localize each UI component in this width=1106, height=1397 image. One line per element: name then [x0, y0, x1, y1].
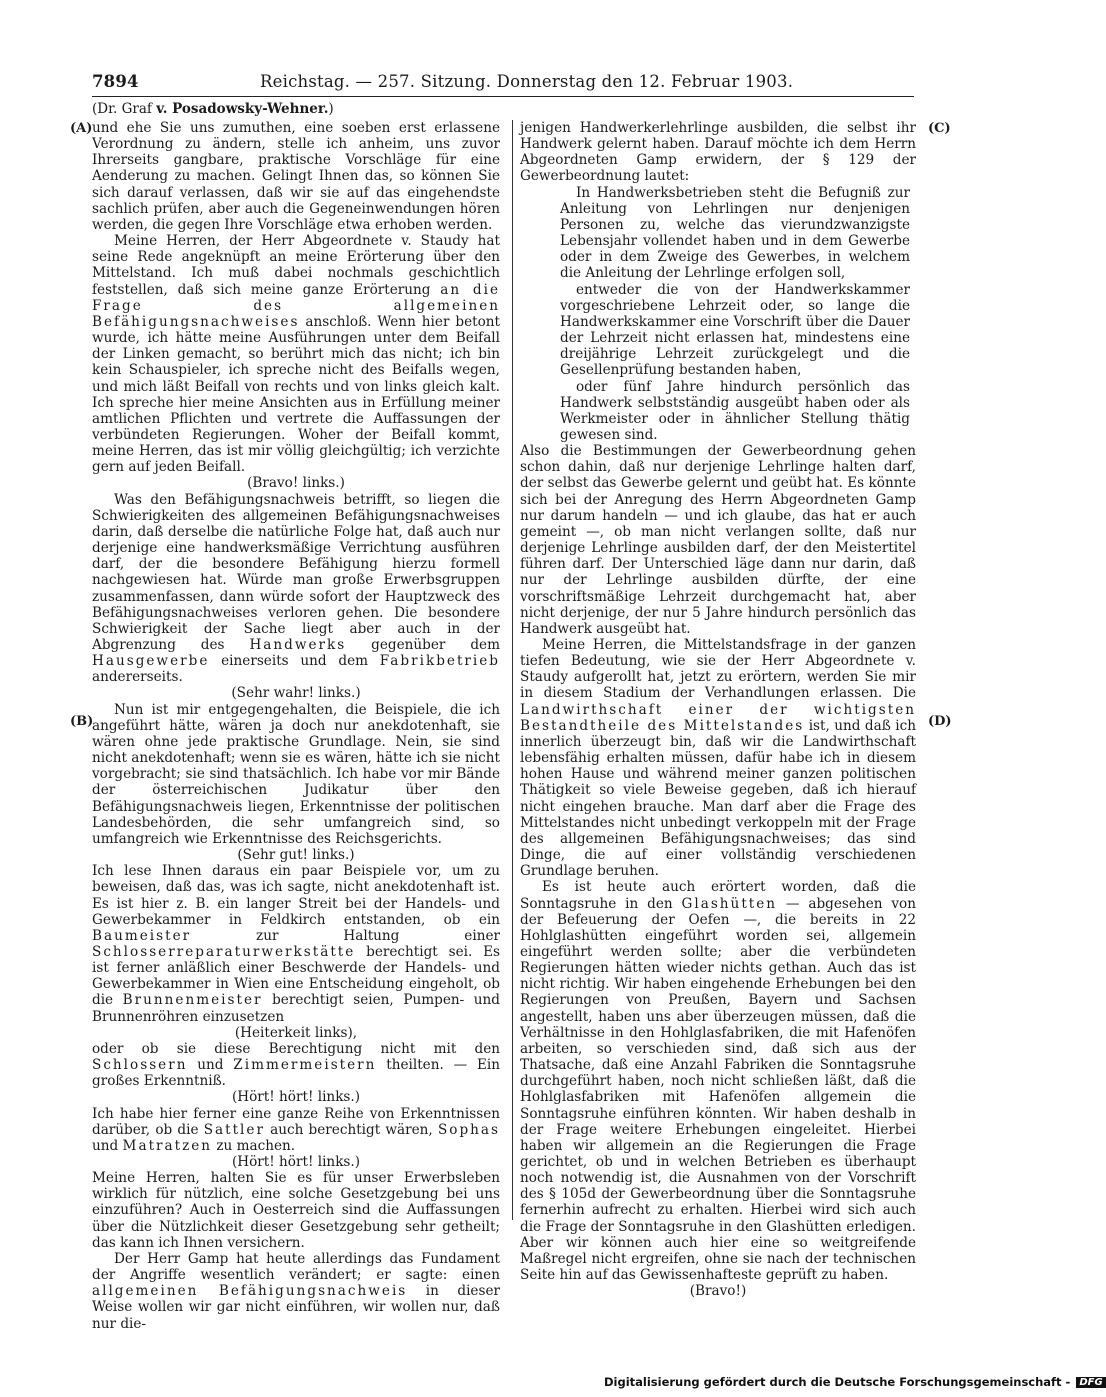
paragraph: Ich habe hier ferner eine ganze Reihe von Erkenntnissen darüber, ob die Sattler auch berechtigt wären, Sophas und Matratzen zu machen. — [92, 1105, 500, 1154]
interjection: (Sehr wahr! links.) — [231, 685, 361, 702]
footer-text: Digitalisierung gefördert durch die Deutsche Forschungsgemeinschaft - — [604, 1375, 1071, 1389]
paragraph: Es ist heute auch erörtert worden, daß die Sonntagsruhe in den Glashütten — abgesehen von der Befeuerung der Oefen —, die bereits in 22 Hohlglashütten eingeführt worden sei, allgemein eingeführt werden sollte; aber die verbündeten Regierungen hätten wieder nichts gethan. Auch das ist nicht richtig. Wir haben eingehende Erhebungen bei den Regierungen von Preußen, Bayern und Sachsen angestellt, haben uns aber überzeugen müssen, daß die Verhältnisse in den Hohlglasfabriken, die mit Hafenöfen arbeiten, so verschieden sind, daß sich aus der Thatsache, daß eine Anzahl Fabriken die Sonntagsruhe durchgeführt haben, noch nicht schließen läßt, daß die Hohlglasfabriken mit Hafenöfen allgemein die Sonntagsruhe einführen könnten. Wir haben deshalb in der Frage weitere Erhebungen eingeleitet. Hierbei haben wir allgemein an die Regierungen die Frage gerichtet, ob und in welchen Betrieben es überhaupt noch notwendig ist, die Ausnahmen von der Vorschrift des § 105d der Gewerbeordnung über die Sonntagsruhe fernerhin aufrecht zu erhalten. Hierbei wird sich auch die Frage der Sonntagsruhe in den Glashütten erledigen. Aber wir können auch hier eine so weitgreifende Maßregel nicht ergreifen, ohne sie nach der technischen Seite hin auf das Gewissenhafteste geprüft zu haben. — [520, 879, 916, 1284]
speaker-suffix: ) — [328, 101, 334, 117]
margin-marker-b: (B) — [70, 714, 94, 729]
spaced-emphasis: Schlosserreparaturwerkstätte — [92, 943, 356, 960]
page-number: 7894 — [92, 72, 139, 91]
spaced-emphasis: Landwirthschaft einer der wichtigsten Bestandtheile des Mittelstandes — [520, 701, 916, 734]
speaker-line — [92, 101, 334, 117]
spaced-emphasis: Fabrikbetrieb — [379, 653, 500, 670]
paragraph: oder ob sie diese Berechtigung nicht mit den Schlossern und Zimmermeistern theilten. — Ein großes Erkenntniß. — [92, 1040, 501, 1090]
interjection: (Sehr gut! links.) — [237, 847, 355, 864]
quote-paragraph: In Handwerksbetrieben steht die Befugniß zur Anleitung von Lehrlingen nur denjenigen Personen zu, welche das vierundzwanzigste Lebensjahr vollendet haben und in dem Gewerbe oder in dem Zweige des Gewerbes, in welchem die Anleitung der Lehrlinge erfolgen soll, — [560, 184, 910, 282]
paragraph: Also die Bestimmungen der Gewerbeordnung gehen schon dahin, daß nur derjenige Lehrlinge halten darf, der selbst das Gewerbe gelernt und geübt hat. Es könnte sich bei der Anregung des Herrn Abgeordneten Gamp nur darum handeln — und ich glaube, das hat er auch gemeint —, ob man nicht verlangen sollte, daß nur derjenige Lehrlinge ausbilden darf, der den Meistertitel führen darf. Der Unterschied läge dann nur darin, daß nur der Lehrlinge ausbilden dürfte, der eine vorschriftsmäßige Lehrzeit durchgemacht hat, aber nicht derjenige, der nur 5 Jahre hindurch persönlich das Handwerk ausgeübt hat. — [520, 443, 916, 637]
speaker-name: v. Posadowsky-Wehner. — [156, 101, 329, 117]
margin-marker-c: (C) — [928, 121, 951, 136]
running-title: Reichstag. — 257. Sitzung. Donnerstag den 12. Februar 1903. — [260, 72, 794, 91]
speaker-prefix: (Dr. Graf — [92, 101, 157, 117]
paragraph: Was den Befähigungsnachweis betrifft, so liegen die Schwierigkeiten des allgemeinen Befähigungsnachweises darin, daß derselbe die natürliche Folge hat, daß auch nur derjenige eine handwerksmäßige Verrichtung ausführen darf, der die besondere Befähigung hierzu formell nachgewiesen hat. Würde man große Erwerbsgruppen zusammenfassen, dann würde sofort der Hauptzweck des Befähigungsnachweises verloren gehen. Die besondere Schwierigkeit der Sache liegt aber auch in der Abgrenzung des Handwerks gegenüber dem Hausgewerbe einerseits und dem Fabrikbetrieb andererseits. — [92, 491, 500, 686]
spaced-emphasis: Sophas — [437, 1121, 500, 1138]
interjection: (Hört! hört! links.) — [231, 1154, 361, 1170]
quote-paragraph: entweder die von der Handwerkskammer vorgeschriebene Lehrzeit oder, so lange die Handwerkskammer eine Vorschrift über die Dauer der Lehrzeit nicht erlassen hat, mindestens eine dreijährige Lehrzeit zurückgelegt und die Gesellenprüfung bestanden haben, — [560, 281, 910, 379]
spaced-emphasis: allgemeinen Befähigungsnachweis — [92, 1283, 408, 1300]
header-rule — [92, 96, 914, 97]
spaced-emphasis: Sattler — [203, 1121, 265, 1138]
interjection: (Heiterkeit links), — [234, 1024, 358, 1041]
dfg-logo: DFG — [1076, 1377, 1105, 1388]
spaced-emphasis: an die Frage des allgemeinen Befähigungsnachweises — [92, 281, 500, 330]
digitization-footer — [604, 1375, 1103, 1393]
paragraph: und ehe Sie uns zumuthen, eine soeben erst erlassene Verordnung zu ändern, stelle ich anheim, uns zuvor Ihrerseits gangbare, praktische Vorschläge für eine Aenderung zu machen. Gelingt Ihnen das, so können Sie sich darauf verlassen, daß wir sie auf das eingehendste sachlich prüfen, aber auch die Gegeneinwendungen hören werden, die gegen Ihre Vorschläge etwa erhoben werden. — [92, 120, 500, 233]
spaced-emphasis: Matratzen — [122, 1137, 213, 1154]
paragraph: Meine Herren, die Mittelstandsfrage in der ganzen tiefen Bedeutung, wie sie der Herr Abgeordnete v. Staudy aufgerollt hat, jetzt zu erörtern, werden Sie mir in diesem Stadium der Verhandlungen erlassen. Die Landwirthschaft einer der wichtigsten Bestandtheile des Mittelstandes ist, und daß ich innerlich überzeugt bin, daß wir die Landwirthschaft lebensfähig erhalten müssen, dafür habe ich in diesem hohen Hause und während meiner ganzen politischen Thätigkeit so viele Beweise gegeben, daß ich hierauf nicht eingehen brauche. Man darf aber die Frage des Mittelstandes nicht unbedingt verkoppeln mit der Frage des allgemeinen Befähigungsnachweises; das sind Dinge, die auf einer vollständig verschiedenen Grundlage beruhen. — [520, 637, 916, 880]
column-separator — [512, 120, 513, 1220]
margin-marker-d: (D) — [928, 714, 952, 729]
margin-marker-a: (A) — [70, 121, 93, 136]
spaced-emphasis: Baumeister — [92, 927, 192, 944]
paragraph: Nun ist mir entgegengehalten, die Beispiele, die ich angeführt hätte, wären ja doch nur anekdotenhaft, sie wären ohne jede praktische Grundlage. Nein, sie sind nicht anekdotenhaft; wenn sie es wären, hätte ich sie nicht vorgebracht; sie sind thatsächlich. Ich habe vor mir Bände der österreichischen Judikatur über den Befähigungsnachweis liegen, Erkenntnisse der politischen Landesbehörden, die sehr umfangreich sind, so umfangreich wie Erkenntnisse des Reichsgerichts. — [92, 701, 500, 847]
spaced-emphasis: Schlossern — [92, 1057, 188, 1074]
interjection: (Hört! hört! links.) — [231, 1089, 361, 1106]
paragraph: Der Herr Gamp hat heute allerdings das Fundament der Angriffe wesentlich verändert; er sagte: einen allgemeinen Befähigungsnachweis in dieser Weise wollen wir gar nicht einführen, wir wollen nur, daß nur die- — [92, 1250, 500, 1332]
paragraph: Meine Herren, der Herr Abgeordnete v. Staudy hat seine Rede angeknüpft an meine Erörterung über den Mittelstand. Ich muß dabei nochmals geschichtlich feststellen, daß sich meine ganze Erörterung an die Frage des allgemeinen Befähigungsnachweises anschloß. Wenn hier betont wurde, ich hätte meine Ausführungen unter dem Beifall der Linken gemacht, so berührt mich das nicht; ich bin kein Schauspieler, ich spreche nicht des Beifalls wegen, und mich läßt Beifall von rechts und von links gleich kalt. Ich spreche hier meine Ansichten aus in Erfüllung meiner amtlichen Pflichten und vertrete die Auffassungen der verbündeten Regierungen. Woher der Beifall kommt, meine Herren, das ist mir völlig gleichgültig; ich verzichte gern auf jeden Beifall. — [92, 233, 500, 476]
paragraph: jenigen Handwerkerlehrlinge ausbilden, die selbst ihr Handwerk gelernt haben. Darauf möchte ich dem Herrn Abgeordneten Gamp erwidern, der § 129 der Gewerbeordnung lautet: — [520, 120, 916, 185]
page-header — [92, 72, 912, 96]
left-column — [92, 120, 500, 1332]
interjection: (Bravo! links.) — [247, 475, 345, 492]
paragraph: Ich lese Ihnen daraus ein paar Beispiele vor, um zu beweisen, daß das, was ich sagte, nicht anekdotenhaft ist. Es ist hier z. B. ein langer Streit bei der Handels- und Gewerbekammer in Feldkirch entstanden, ob ein Baumeister zur Haltung einer Schlosserreparaturwerkstätte berechtigt sei. Es ist ferner anläßlich einer Beschwerde der Handels- und Gewerbekammer in Wien eine Entscheidung eingeholt, ob die Brunnenmeister berechtigt seien, Pumpen- und Brunnenröhren einzusetzen — [92, 863, 500, 1025]
paragraph: Meine Herren, halten Sie es für unser Erwerbsleben wirklich für nützlich, eine solche Gesetzgebung bei uns einzuführen? Auch in Oesterreich sind die Auffassungen über die Nützlichkeit dieser Gesetzgebung sehr getheilt; das kann ich Ihnen versichern. — [92, 1170, 500, 1251]
right-column — [520, 120, 916, 1299]
spaced-emphasis: Hausgewerbe — [92, 653, 210, 670]
spaced-emphasis: Zimmermeistern — [233, 1057, 377, 1074]
spaced-emphasis: Glashütten — [681, 895, 778, 912]
quote-paragraph: oder fünf Jahre hindurch persönlich das Handwerk selbstständig ausgeübt haben oder als Werkmeister oder in ähnlicher Stellung thätig gewesen sind. — [560, 378, 910, 443]
spaced-emphasis: Handwerks — [249, 637, 347, 653]
spaced-emphasis: Brunnenmeister — [122, 992, 263, 1009]
interjection: (Bravo!) — [689, 1283, 747, 1300]
statute-quote — [560, 185, 910, 444]
